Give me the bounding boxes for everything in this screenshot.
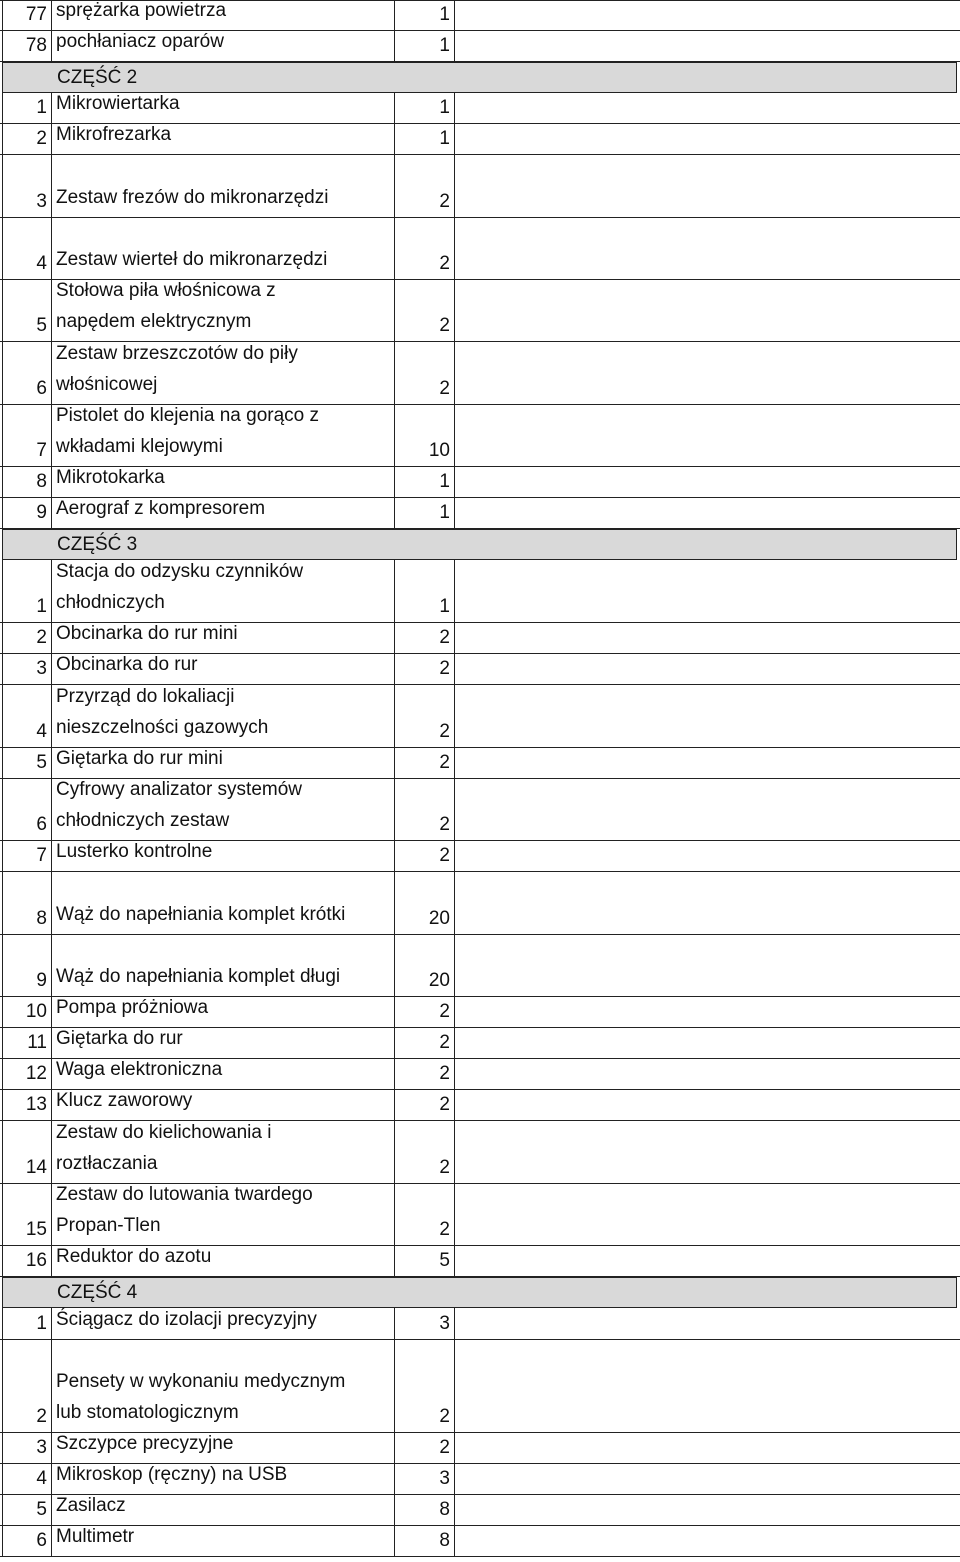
item-number-cell: 78 bbox=[2, 31, 52, 61]
item-number-cell: 7 bbox=[2, 841, 52, 871]
item-quantity-cell: 10 bbox=[395, 405, 455, 466]
table-row bbox=[0, 218, 960, 280]
item-number-cell: 1 bbox=[2, 93, 52, 123]
table-row bbox=[0, 124, 960, 155]
item-name-cell: Przyrząd do lokaliacji nieszczelności gazowych bbox=[52, 685, 395, 747]
table-row bbox=[0, 280, 960, 342]
item-number-cell: 9 bbox=[2, 935, 52, 996]
item-number-cell: 6 bbox=[2, 342, 52, 404]
item-quantity-cell: 2 bbox=[395, 155, 455, 217]
item-number-cell: 9 bbox=[2, 498, 52, 528]
item-name-cell: Stacja do odzysku czynników chłodniczych bbox=[52, 560, 395, 622]
table-row bbox=[0, 1495, 960, 1526]
item-number-cell: 12 bbox=[2, 1059, 52, 1089]
item-quantity-cell: 1 bbox=[395, 560, 455, 622]
item-name-cell: Mikrotokarka bbox=[52, 467, 395, 497]
item-number-cell: 1 bbox=[2, 1308, 52, 1339]
item-quantity-cell: 1 bbox=[395, 467, 455, 497]
item-name-cell: Klucz zaworowy bbox=[52, 1090, 395, 1120]
table-row bbox=[0, 405, 960, 467]
item-name-cell: sprężarka powietrza bbox=[52, 1, 395, 30]
item-name-cell: Giętarka do rur bbox=[52, 1028, 395, 1058]
item-name-cell: Stołowa piła włośnicowa z napędem elektrycznym bbox=[52, 280, 395, 341]
item-quantity-cell: 2 bbox=[395, 1184, 455, 1245]
table-row bbox=[0, 1464, 960, 1495]
table-row bbox=[0, 935, 960, 997]
item-name-cell: Zestaw wierteł do mikronarzędzi bbox=[52, 218, 395, 279]
item-name-cell: Obcinarka do rur mini bbox=[52, 623, 395, 653]
item-number-cell: 8 bbox=[2, 872, 52, 934]
item-number-cell: 4 bbox=[2, 218, 52, 279]
item-name-cell: Ściągacz do izolacji precyzyjny bbox=[52, 1308, 395, 1339]
item-quantity-cell: 2 bbox=[395, 654, 455, 684]
item-name-cell: Aerograf z kompresorem bbox=[52, 498, 395, 528]
item-name-cell: Szczypce precyzyjne bbox=[52, 1433, 395, 1463]
item-name-cell: Mikrofrezarka bbox=[52, 124, 395, 154]
item-name-cell: Obcinarka do rur bbox=[52, 654, 395, 684]
item-number-cell: 2 bbox=[2, 124, 52, 154]
table-row bbox=[0, 1340, 960, 1433]
item-name-cell: Zestaw frezów do mikronarzędzi bbox=[52, 155, 395, 217]
table-row bbox=[0, 498, 960, 529]
item-quantity-cell: 1 bbox=[395, 1, 455, 30]
item-number-cell: 2 bbox=[2, 1340, 52, 1432]
item-quantity-cell: 2 bbox=[395, 841, 455, 871]
item-name-cell: Wąż do napełniania komplet długi bbox=[52, 935, 395, 996]
item-number-cell: 1 bbox=[2, 560, 52, 622]
item-quantity-cell: 20 bbox=[395, 935, 455, 996]
item-name-cell: Cyfrowy analizator systemów chłodniczych zestaw bbox=[52, 779, 395, 840]
item-number-cell: 7 bbox=[2, 405, 52, 466]
item-name-cell: Zestaw do kielichowania i roztłaczania bbox=[52, 1121, 395, 1183]
item-quantity-cell: 2 bbox=[395, 342, 455, 404]
item-number-cell: 5 bbox=[2, 280, 52, 341]
section-label: CZĘŚĆ 4 bbox=[57, 1281, 138, 1303]
section-label: CZĘŚĆ 2 bbox=[57, 66, 138, 88]
item-quantity-cell: 2 bbox=[395, 1028, 455, 1058]
item-number-cell: 3 bbox=[2, 654, 52, 684]
item-name-cell: Lusterko kontrolne bbox=[52, 841, 395, 871]
table-row bbox=[0, 1121, 960, 1184]
item-name-cell: Multimetr bbox=[52, 1526, 395, 1556]
table-row bbox=[0, 1526, 960, 1557]
item-name-cell: Zestaw do lutowania twardego Propan-Tlen bbox=[52, 1184, 395, 1245]
item-quantity-cell: 2 bbox=[395, 1433, 455, 1463]
item-number-cell: 10 bbox=[2, 997, 52, 1027]
item-quantity-cell: 2 bbox=[395, 748, 455, 778]
item-name-cell: Pompa próżniowa bbox=[52, 997, 395, 1027]
table-row bbox=[0, 779, 960, 841]
item-quantity-cell: 8 bbox=[395, 1495, 455, 1525]
item-quantity-cell: 2 bbox=[395, 280, 455, 341]
item-number-cell: 14 bbox=[2, 1121, 52, 1183]
item-quantity-cell: 2 bbox=[395, 218, 455, 279]
item-quantity-cell: 8 bbox=[395, 1526, 455, 1556]
item-quantity-cell: 20 bbox=[395, 872, 455, 934]
item-name-cell: Pensety w wykonaniu medycznym lub stomatologicznym bbox=[52, 1340, 395, 1432]
item-name-cell: Mikroskop (ręczny) na USB bbox=[52, 1464, 395, 1494]
item-number-cell: 5 bbox=[2, 1495, 52, 1525]
item-quantity-cell: 1 bbox=[395, 31, 455, 61]
table-row bbox=[0, 1308, 960, 1340]
item-name-cell: Reduktor do azotu bbox=[52, 1246, 395, 1276]
item-quantity-cell: 2 bbox=[395, 1121, 455, 1183]
item-number-cell: 13 bbox=[2, 1090, 52, 1120]
item-number-cell: 3 bbox=[2, 155, 52, 217]
item-name-cell: pochłaniacz oparów bbox=[52, 31, 395, 61]
table-row bbox=[0, 1184, 960, 1246]
table-row bbox=[0, 155, 960, 218]
table-row bbox=[0, 872, 960, 935]
item-quantity-cell: 2 bbox=[395, 1059, 455, 1089]
item-number-cell: 4 bbox=[2, 1464, 52, 1494]
table-row bbox=[0, 841, 960, 872]
table-row bbox=[0, 342, 960, 405]
table-row bbox=[0, 685, 960, 748]
item-name-cell: Giętarka do rur mini bbox=[52, 748, 395, 778]
item-quantity-cell: 3 bbox=[395, 1308, 455, 1339]
item-number-cell: 3 bbox=[2, 1433, 52, 1463]
table-row bbox=[0, 1246, 960, 1277]
item-number-cell: 77 bbox=[2, 1, 52, 30]
item-number-cell: 16 bbox=[2, 1246, 52, 1276]
item-quantity-cell: 2 bbox=[395, 1090, 455, 1120]
item-quantity-cell: 2 bbox=[395, 779, 455, 840]
item-quantity-cell: 2 bbox=[395, 1340, 455, 1432]
table-row bbox=[0, 31, 960, 62]
item-name-cell: Zasilacz bbox=[52, 1495, 395, 1525]
item-quantity-cell: 3 bbox=[395, 1464, 455, 1494]
item-number-cell: 6 bbox=[2, 779, 52, 840]
item-quantity-cell: 1 bbox=[395, 124, 455, 154]
item-quantity-cell: 1 bbox=[395, 498, 455, 528]
item-quantity-cell: 1 bbox=[395, 93, 455, 123]
item-name-cell: Wąż do napełniania komplet krótki bbox=[52, 872, 395, 934]
item-number-cell: 8 bbox=[2, 467, 52, 497]
table-row bbox=[0, 560, 960, 623]
item-name-cell: Zestaw brzeszczotów do piły włośnicowej bbox=[52, 342, 395, 404]
section-label: CZĘŚĆ 3 bbox=[57, 533, 138, 555]
item-quantity-cell: 2 bbox=[395, 623, 455, 653]
item-number-cell: 4 bbox=[2, 685, 52, 747]
item-quantity-cell: 2 bbox=[395, 997, 455, 1027]
item-quantity-cell: 2 bbox=[395, 685, 455, 747]
item-name-cell: Pistolet do klejenia na gorąco z wkładami klejowymi bbox=[52, 405, 395, 466]
item-number-cell: 11 bbox=[2, 1028, 52, 1058]
item-number-cell: 15 bbox=[2, 1184, 52, 1245]
item-name-cell: Mikrowiertarka bbox=[52, 93, 395, 123]
item-number-cell: 5 bbox=[2, 748, 52, 778]
item-name-cell: Waga elektroniczna bbox=[52, 1059, 395, 1089]
item-number-cell: 2 bbox=[2, 623, 52, 653]
item-number-cell: 6 bbox=[2, 1526, 52, 1556]
item-quantity-cell: 5 bbox=[395, 1246, 455, 1276]
